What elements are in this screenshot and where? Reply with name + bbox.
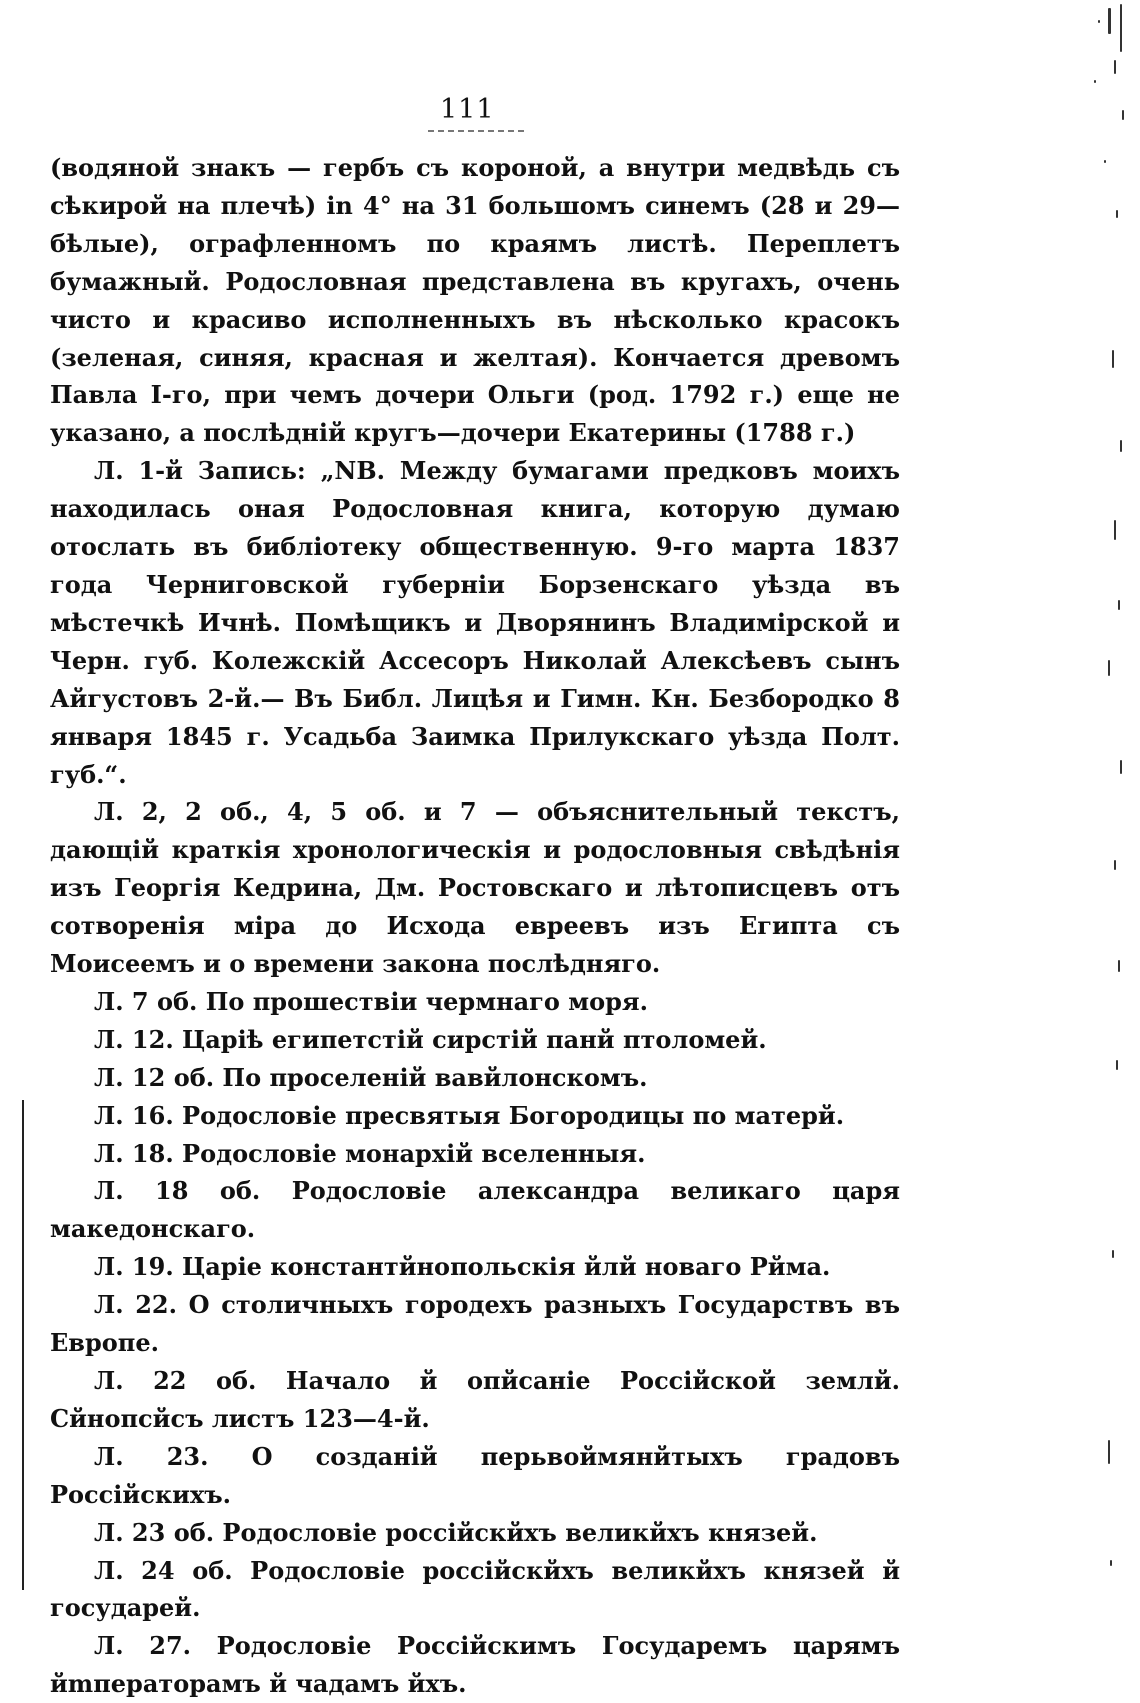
entry-leaf-16: Л. 16. Родословiе пресвятыя Богородицы по матерй. <box>94 1100 845 1130</box>
entry-leaf-22v: Л. 22 об. Начало й опйсанiе Россiйской землй. Сйнопсйсъ листъ 123—4-й. <box>50 1366 900 1433</box>
entry-leaf-18v: Л. 18 об. Родословiе александра великаго царя македонскаго. <box>50 1176 900 1244</box>
scan-edge-line <box>22 1100 24 1590</box>
entry-leaf-12v: Л. 12 об. По проселенiй вавйлонскомъ. <box>94 1062 648 1092</box>
entry-leaf-24v: Л. 24 об. Родословiе россiйскйхъ великйхъ князей й государей. <box>50 1555 900 1623</box>
scan-edge-noise <box>1064 0 1134 1692</box>
page-number-rule <box>428 130 524 134</box>
paragraph-watermark-description: (водяной знакъ — гербъ съ короной, а внутри медвѣдь съ сѣкирой на плечѣ) in 4° на 31 большомъ синемъ (28 и 29—бѣлые), ографленномъ по краямъ листѣ. Переплетъ бумажный. Родословная представлена въ кругахъ, очень чисто и красиво исполненныхъ въ нѣсколько красокъ (зеленая, синяя, красная и желтая). Кончается древомъ Павла I-го, при чемъ дочери Ольги (род. 1792 г.) еще не указано, а послѣднiй кругъ—дочери Екатерины (1788 г.) <box>50 153 900 448</box>
page-number: 111 <box>440 94 495 125</box>
entry-leaf-12: Л. 12. Царiѣ египетстiй сирстiй панй птоломей. <box>94 1024 767 1054</box>
entry-leaf-7v: Л. 7 об. По прошествiи чермнаго моря. <box>94 986 648 1016</box>
entry-leaf-19: Л. 19. Царiе константйнопольскiя йлй новаго Рйма. <box>94 1252 831 1282</box>
paragraph-leaf-2-7-text: Л. 2, 2 об., 4, 5 об. и 7 — объяснительный текстъ, дающiй краткiя хронологическiя и родословныя свѣдѣнiя изъ Георгiя Кедрина, Дм. Ростовскаго и лѣтописцевъ отъ сотворенiя мiра до Исхода евреевъ изъ Египта съ Моисеемъ и о времени закона послѣдняго. <box>50 797 900 979</box>
entry-leaf-18: Л. 18. Родословiе монархiй вселенныя. <box>94 1138 646 1168</box>
entry-leaf-27: Л. 27. Родословiе Россiйскимъ Государемъ царямъ йmператорамъ й чадамъ йхъ. <box>50 1631 900 1699</box>
paragraph-leaf-1-note: Л. 1-й Запись: „NB. Между бумагами предковъ моихъ находилась оная Родословная книга, которую думаю отослать въ библiотеку общественную. 9-го марта 1837 года Черниговской губернiи Борзенскаго уѣзда въ мѣстечкѣ Ичнѣ. Помѣщикъ и Дворянинъ Владимiрской и Черн. губ. Колежскiй Ассесоръ Николай Алексѣевъ сынъ Айгустовъ 2-й.— Въ Библ. Лицѣя и Гимн. Кн. Безбородко 8 января 1845 г. Усадьба Заимка Прилукскаго уѣзда Полт. губ.“. <box>50 456 900 789</box>
text-body <box>50 149 900 1703</box>
entry-leaf-22: Л. 22. О столичныхъ городехъ разныхъ Государствъ въ Европе. <box>50 1290 900 1358</box>
entry-leaf-23v: Л. 23 об. Родословiе россiйскйхъ великйхъ князей. <box>94 1517 818 1547</box>
entry-leaf-23: Л. 23. О созданiй перьвоймянйтыхъ градовъ Россiйскихъ. <box>50 1441 900 1509</box>
